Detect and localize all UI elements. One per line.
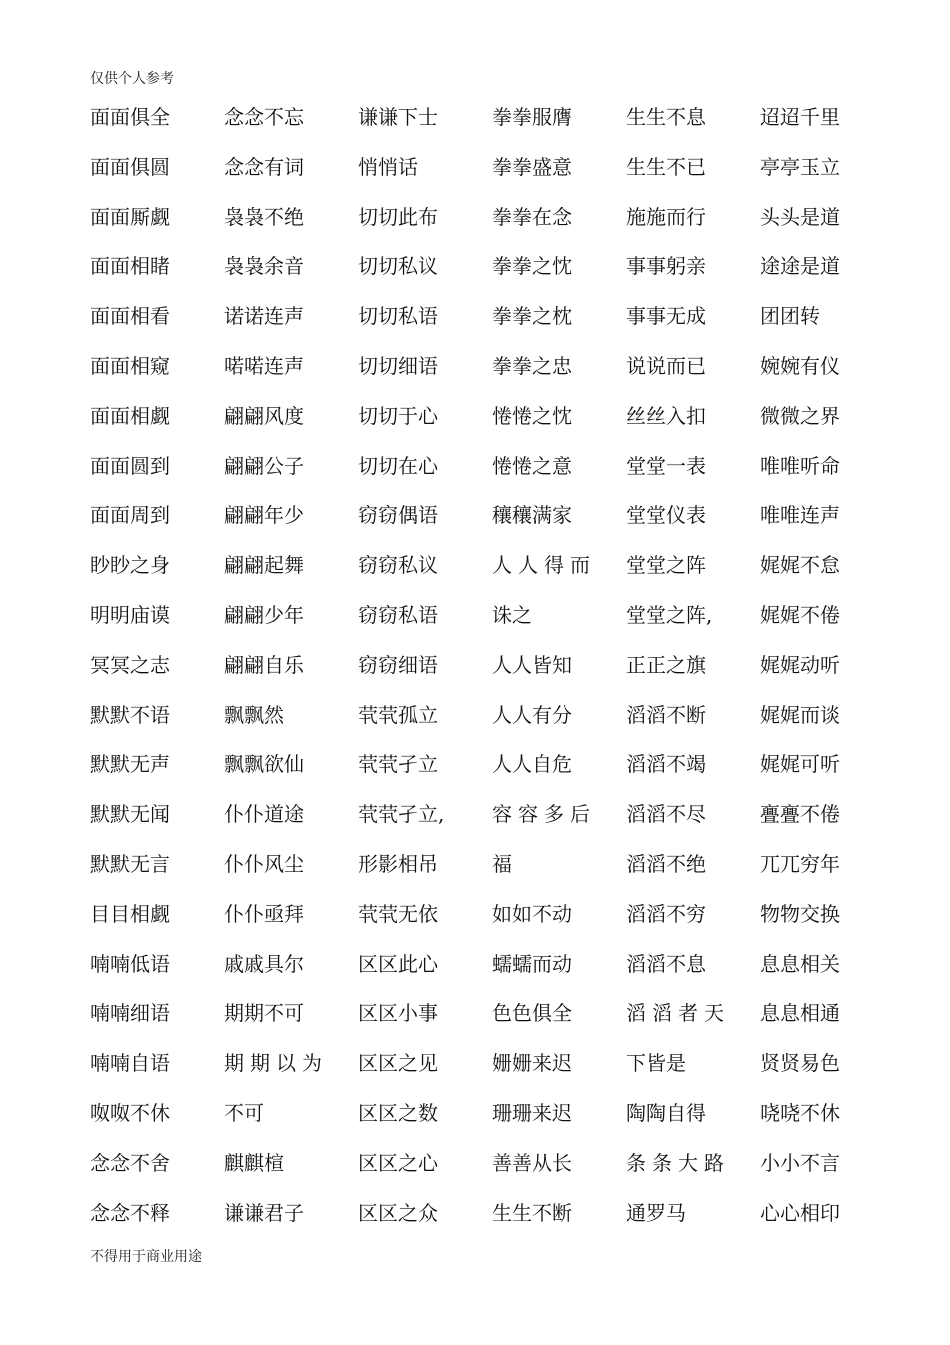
idiom-cell: 念念不忘	[224, 105, 304, 129]
idiom-cell: 戚戚具尔	[224, 951, 304, 976]
idiom-cell: 切切私议	[358, 254, 438, 279]
idiom-cell: 滔滔不绝	[626, 851, 706, 876]
idiom-cell: 面面周到	[90, 503, 170, 528]
idiom-cell: 小小不言	[760, 1150, 840, 1175]
idiom-cell: 默默无声	[90, 752, 170, 777]
idiom-cell: 娓娓可听	[760, 752, 840, 777]
idiom-cell: 喏喏连声	[224, 353, 304, 378]
idiom-cell: 切切细语	[358, 353, 438, 378]
idiom-cell: 人人皆知	[492, 652, 572, 677]
idiom-cell: 娓娓而谈	[760, 702, 840, 727]
idiom-cell: 麒麒楦	[224, 1150, 284, 1175]
idiom-cell: 亹亹不倦	[760, 802, 840, 827]
idiom-cell: 期期不可	[224, 1001, 304, 1026]
idiom-cell: 穰穰满家	[492, 503, 572, 528]
idiom-cell: 拳拳盛意	[492, 154, 572, 179]
idiom-cell: 丝丝入扣	[626, 403, 706, 428]
idiom-cell: 息息相关	[760, 951, 840, 976]
idiom-cell: 人人有分	[492, 702, 572, 727]
idiom-cell: 飘飘然	[224, 702, 284, 727]
idiom-cell: 拳拳之忱	[492, 254, 572, 279]
idiom-cell: 面面俱圆	[90, 154, 170, 179]
idiom-cell: 切切此布	[358, 204, 438, 229]
idiom-cell: 面面厮觑	[90, 204, 170, 229]
idiom-cell: 诺诺连声	[224, 304, 304, 329]
idiom-cell: 悄悄话	[358, 154, 418, 179]
idiom-cell: 翩翩年少	[224, 503, 304, 528]
idiom-cell: 通罗马	[626, 1200, 686, 1225]
idiom-cell: 仆仆道途	[224, 802, 304, 827]
idiom-cell: 翩翩自乐	[224, 652, 304, 677]
idiom-cell: 惓惓之忱	[492, 403, 572, 428]
idiom-cell: 色色俱全	[492, 1001, 572, 1026]
idiom-cell: 滔滔不断	[626, 702, 706, 727]
idiom-cell: 面面俱全	[90, 105, 170, 129]
idiom-cell: 切切在心	[358, 453, 438, 478]
idiom-cell: 不可	[224, 1100, 264, 1125]
idiom-cell: 翩翩起舞	[224, 553, 304, 578]
idiom-cell: 滔滔不穷	[626, 901, 706, 926]
idiom-cell: 谦谦下士	[358, 105, 438, 129]
idiom-cell: 贤贤易色	[760, 1051, 840, 1076]
idiom-cell: 事事无成	[626, 304, 706, 329]
idiom-cell: 茕茕孑立	[358, 752, 438, 777]
idiom-cell: 拳拳在念	[492, 204, 572, 229]
idiom-cell: 生生不断	[492, 1200, 572, 1225]
idiom-cell: 微微之界	[760, 403, 840, 428]
idiom-cell: 唯唯听命	[760, 453, 840, 478]
idiom-cell: 拳拳之忠	[492, 353, 572, 378]
idiom-cell: 滔滔不竭	[626, 752, 706, 777]
idiom-cell: 窃窃细语	[358, 652, 438, 677]
idiom-cell: 婉婉有仪	[760, 353, 840, 378]
idiom-cell: 飘飘欲仙	[224, 752, 304, 777]
idiom-cell: 条条大路	[626, 1150, 730, 1175]
idiom-cell: 善善从长	[492, 1150, 572, 1175]
idiom-cell: 呶呶不休	[90, 1100, 170, 1125]
idiom-cell: 面面相窥	[90, 353, 170, 378]
idiom-cell: 哓哓不休	[760, 1100, 840, 1125]
idiom-cell: 滔滔者天	[626, 1001, 730, 1026]
idiom-cell: 谦谦君子	[224, 1200, 304, 1225]
idiom-cell: 蠕蠕而动	[492, 951, 572, 976]
idiom-cell: 袅袅不绝	[224, 204, 304, 229]
idiom-cell: 惓惓之意	[492, 453, 572, 478]
idiom-cell: 期期以为	[224, 1051, 328, 1076]
idiom-cell: 堂堂之阵,	[626, 602, 713, 627]
idiom-cell: 面面圆到	[90, 453, 170, 478]
idiom-cell: 喃喃低语	[90, 951, 170, 976]
idiom-cell: 说说而已	[626, 353, 706, 378]
idiom-cell: 堂堂一表	[626, 453, 706, 478]
idiom-cell: 唯唯连声	[760, 503, 840, 528]
idiom-cell: 仆仆亟拜	[224, 901, 304, 926]
idiom-cell: 区区之心	[358, 1150, 438, 1175]
idiom-cell: 茕茕孑立,	[358, 802, 445, 827]
idiom-cell: 珊珊来迟	[492, 1100, 572, 1125]
idiom-cell: 兀兀穷年	[760, 851, 840, 876]
idiom-cell: 娓娓不怠	[760, 553, 840, 578]
idiom-cell: 陶陶自得	[626, 1100, 706, 1125]
idiom-cell: 迢迢千里	[760, 105, 840, 129]
idiom-cell: 如如不动	[492, 901, 572, 926]
idiom-cell: 正正之旗	[626, 652, 706, 677]
idiom-grid	[90, 98, 870, 1243]
idiom-cell: 念念有词	[224, 154, 304, 179]
idiom-cell: 亭亭玉立	[760, 154, 840, 179]
idiom-cell: 冥冥之志	[90, 652, 170, 677]
idiom-cell: 面面相觑	[90, 403, 170, 428]
idiom-cell: 袅袅余音	[224, 254, 304, 279]
idiom-cell: 形影相吊	[358, 851, 438, 876]
idiom-cell: 区区之见	[358, 1051, 438, 1076]
idiom-cell: 窃窃私议	[358, 553, 438, 578]
idiom-cell: 区区小事	[358, 1001, 438, 1026]
idiom-cell: 喃喃细语	[90, 1001, 170, 1026]
idiom-cell: 人人自危	[492, 752, 572, 777]
idiom-cell: 滔滔不息	[626, 951, 706, 976]
idiom-cell: 茕茕孤立	[358, 702, 438, 727]
idiom-cell: 拳拳服膺	[492, 105, 572, 129]
header-note: 仅供个人参考	[90, 71, 174, 87]
idiom-cell: 翩翩风度	[224, 403, 304, 428]
idiom-cell: 头头是道	[760, 204, 840, 229]
idiom-cell: 途途是道	[760, 254, 840, 279]
idiom-cell: 人人得而	[492, 553, 596, 578]
idiom-cell: 诛之	[492, 602, 532, 627]
idiom-cell: 区区之众	[358, 1200, 438, 1225]
idiom-cell: 物物交换	[760, 901, 840, 926]
footer-note: 不得用于商业用途	[90, 1249, 202, 1265]
idiom-cell: 目目相觑	[90, 901, 170, 926]
idiom-cell: 团团转	[760, 304, 820, 329]
idiom-cell: 娓娓动听	[760, 652, 840, 677]
idiom-cell: 姗姗来迟	[492, 1051, 572, 1076]
idiom-cell: 默默不语	[90, 702, 170, 727]
idiom-cell: 堂堂仪表	[626, 503, 706, 528]
idiom-cell: 仆仆风尘	[224, 851, 304, 876]
idiom-cell: 生生不息	[626, 105, 706, 129]
idiom-cell: 念念不释	[90, 1200, 170, 1225]
idiom-cell: 滔滔不尽	[626, 802, 706, 827]
idiom-cell: 容容多后	[492, 802, 596, 827]
idiom-cell: 喃喃自语	[90, 1051, 170, 1076]
idiom-cell: 念念不舍	[90, 1150, 170, 1175]
idiom-cell: 区区此心	[358, 951, 438, 976]
idiom-cell: 面面相看	[90, 304, 170, 329]
idiom-cell: 区区之数	[358, 1100, 438, 1125]
idiom-cell: 默默无言	[90, 851, 170, 876]
idiom-cell: 窃窃偶语	[358, 503, 438, 528]
idiom-cell: 眇眇之身	[90, 553, 170, 578]
idiom-cell: 茕茕无依	[358, 901, 438, 926]
idiom-cell: 下皆是	[626, 1051, 686, 1076]
idiom-cell: 堂堂之阵	[626, 553, 706, 578]
idiom-cell: 默默无闻	[90, 802, 170, 827]
idiom-cell: 面面相睹	[90, 254, 170, 279]
idiom-cell: 生生不已	[626, 154, 706, 179]
idiom-cell: 明明庙谟	[90, 602, 170, 627]
idiom-cell: 施施而行	[626, 204, 706, 229]
idiom-cell: 事事躬亲	[626, 254, 706, 279]
idiom-cell: 翩翩公子	[224, 453, 304, 478]
idiom-cell: 切切于心	[358, 403, 438, 428]
idiom-cell: 拳拳之枕	[492, 304, 572, 329]
idiom-cell: 切切私语	[358, 304, 438, 329]
idiom-cell: 娓娓不倦	[760, 602, 840, 627]
idiom-cell: 翩翩少年	[224, 602, 304, 627]
idiom-cell: 心心相印	[760, 1200, 840, 1225]
idiom-cell: 窃窃私语	[358, 602, 438, 627]
idiom-cell: 息息相通	[760, 1001, 840, 1026]
idiom-cell: 福	[492, 851, 512, 876]
